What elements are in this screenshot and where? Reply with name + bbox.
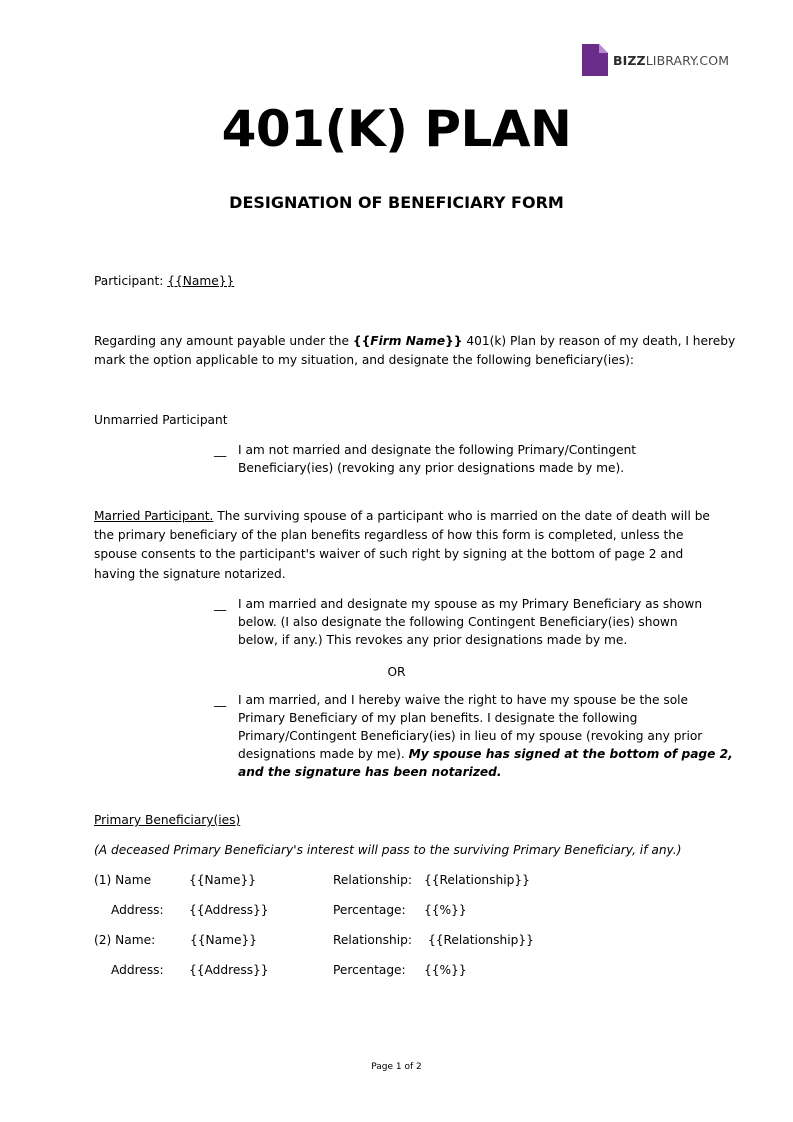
- firm-brace-open: {{: [352, 334, 371, 348]
- participant-line: [94, 272, 234, 290]
- intro-text-post: 401(k) Plan by reason of my death, I hereby: [466, 334, 736, 348]
- intro-line-1: [94, 332, 735, 350]
- beneficiary-1-address-field[interactable]: {{Address}}: [189, 903, 269, 917]
- beneficiary-1-name-label: (1) Name: [94, 873, 152, 887]
- beneficiary-1-relationship-field[interactable]: {{Relationship}}: [424, 873, 530, 887]
- married-para-line-4: having the signature notarized.: [94, 567, 286, 581]
- intro-text: Regarding any amount payable under the: [94, 334, 350, 348]
- married-option2-line-1: I am married, and I hereby waive the right to have my spouse be the sole: [238, 693, 689, 707]
- married-option1-line-3: below, if any.) This revokes any prior designations made by me.: [238, 633, 628, 647]
- firm-brace-close: }}: [445, 334, 463, 348]
- page-number: Page 1 of 2: [371, 1062, 422, 1072]
- unmarried-option-line-2: Beneficiary(ies) (revoking any prior designations made by me).: [238, 461, 625, 475]
- beneficiary-2-address-field[interactable]: {{Address}}: [189, 963, 269, 977]
- married-option2-text: designations made by me).: [238, 747, 405, 761]
- beneficiary-1-address-label: Address:: [111, 903, 164, 917]
- married-option1-blank[interactable]: __: [214, 597, 227, 611]
- primary-beneficiaries-note: (A deceased Primary Beneficiary's interest will pass to the surviving Primary Beneficiary, if any.): [94, 843, 682, 857]
- logo-text: BIZZLIBRARY.COM: [613, 52, 730, 68]
- married-option2-line-2: Primary Beneficiary of my plan benefits. I designate the following: [238, 711, 638, 725]
- married-option2-line-4: [238, 745, 733, 763]
- page-title: 401(K) PLAN: [221, 100, 572, 158]
- married-option2-blank[interactable]: __: [214, 693, 227, 707]
- unmarried-heading: Unmarried Participant: [94, 413, 228, 427]
- beneficiary-2-name-field[interactable]: {{Name}}: [190, 933, 257, 947]
- married-option1-line-2: below. (I also designate the following Contingent Beneficiary(ies) shown: [238, 615, 678, 629]
- married-option2-line-3: Primary/Contingent Beneficiary(ies) in lieu of my spouse (revoking any prior: [238, 729, 703, 743]
- page-subtitle: DESIGNATION OF BENEFICIARY FORM: [229, 193, 564, 212]
- beneficiary-2-relationship-field[interactable]: {{Relationship}}: [428, 933, 534, 947]
- married-para-line-2: the primary beneficiary of the plan benefits regardless of how this form is completed, unless the: [94, 528, 684, 542]
- beneficiary-2-percentage-label: Percentage:: [333, 963, 406, 977]
- unmarried-option-line-1: I am not married and designate the following Primary/Contingent: [238, 443, 637, 457]
- beneficiary-1-name-field[interactable]: {{Name}}: [189, 873, 256, 887]
- participant-label: Participant:: [94, 274, 164, 288]
- married-option1-line-1: I am married and designate my spouse as my Primary Beneficiary as shown: [238, 597, 703, 611]
- married-para-line-1: [94, 507, 710, 525]
- unmarried-option-blank[interactable]: __: [214, 443, 227, 457]
- document-icon: [582, 44, 608, 76]
- married-para-text: The surviving spouse of a participant who is married on the date of death will be: [217, 509, 710, 523]
- bizzlibrary-logo[interactable]: [582, 44, 729, 76]
- beneficiary-1-percentage-label: Percentage:: [333, 903, 406, 917]
- beneficiary-2-name-label: (2) Name:: [94, 933, 156, 947]
- primary-beneficiaries-heading: Primary Beneficiary(ies): [94, 813, 241, 827]
- beneficiary-2-address-label: Address:: [111, 963, 164, 977]
- firm-name-field[interactable]: Firm Name: [370, 334, 446, 348]
- intro-line-2: mark the option applicable to my situation, and designate the following beneficiary(ies):: [94, 353, 634, 367]
- married-para-line-3: spouse consents to the participant's waiver of such right by signing at the bottom of page 2 and: [94, 547, 684, 561]
- married-option2-bold-1: My spouse has signed at the bottom of page 2,: [408, 747, 733, 761]
- or-separator: OR: [387, 665, 406, 679]
- beneficiary-2-relationship-label: Relationship:: [333, 933, 412, 947]
- participant-name-field[interactable]: {{Name}}: [167, 274, 235, 288]
- beneficiary-2-percentage-field[interactable]: {{%}}: [424, 963, 467, 977]
- beneficiary-1-percentage-field[interactable]: {{%}}: [424, 903, 467, 917]
- beneficiary-1-relationship-label: Relationship:: [333, 873, 412, 887]
- married-heading: Married Participant.: [94, 509, 214, 523]
- married-option2-line-5: and the signature has been notarized.: [238, 765, 502, 779]
